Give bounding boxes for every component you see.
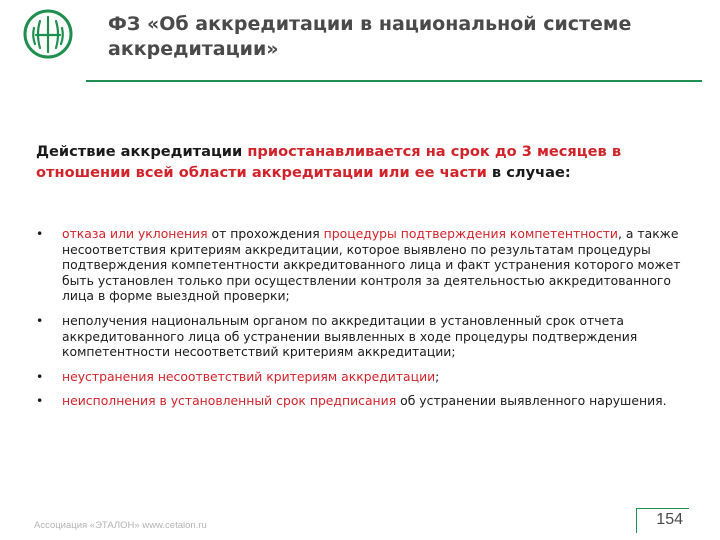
item-text: ; [435,368,440,384]
list-item [36,393,704,409]
bullet-marker: • [36,312,44,328]
lead-text-end: в случае: [486,164,571,181]
title-divider [86,80,702,82]
item-highlight: неисполнения в установленный срок предписания [62,393,397,409]
conditions-list [36,226,704,418]
lead-paragraph [36,141,702,183]
bullet-marker: • [36,393,44,409]
lead-highlight: приостанавливается на срок до 3 месяцев в отношении всей области аккредитации или ее части [36,143,622,181]
bullet-marker: • [36,368,44,384]
accreditation-emblem-icon [22,8,74,60]
page-number: 154 [656,511,683,528]
item-text: неполучения национальным органом по аккредитации в установленный срок отчета аккредитованного лица об устранении выявленных в ходе процедуры подтверждения компетентности несоответствий критериям аккредитации; [62,312,638,360]
list-item [36,313,704,360]
bullet-marker: • [36,226,44,241]
lead-text: Действие аккредитации [36,143,248,160]
item-highlight: неустранения несоответствий критериям аккредитации [62,368,436,384]
item-highlight: процедуры подтверждения компетентности [323,226,618,241]
footer-credit: Ассоциация «ЭТАЛОН» www.cetalon.ru [34,520,207,531]
item-text: об устранении выявленного нарушения. [396,393,667,409]
item-text: от прохождения [207,226,324,241]
list-item [36,226,704,304]
list-item [36,369,704,385]
item-highlight: отказа или уклонения [62,226,208,241]
page-number-box [636,508,689,533]
page-title: ФЗ «Об аккредитации в национальной системе аккредитации» [108,13,632,60]
item-text: , а также несоответствия критериям аккредитации, которое выявлено по результатам процедуры подтверждения компетентности аккредитованного лица и факт устранения которого может быть установлен только при осуществлении контроля за деятельностью аккредитованного лица в форме выездной проверки; [62,226,681,304]
